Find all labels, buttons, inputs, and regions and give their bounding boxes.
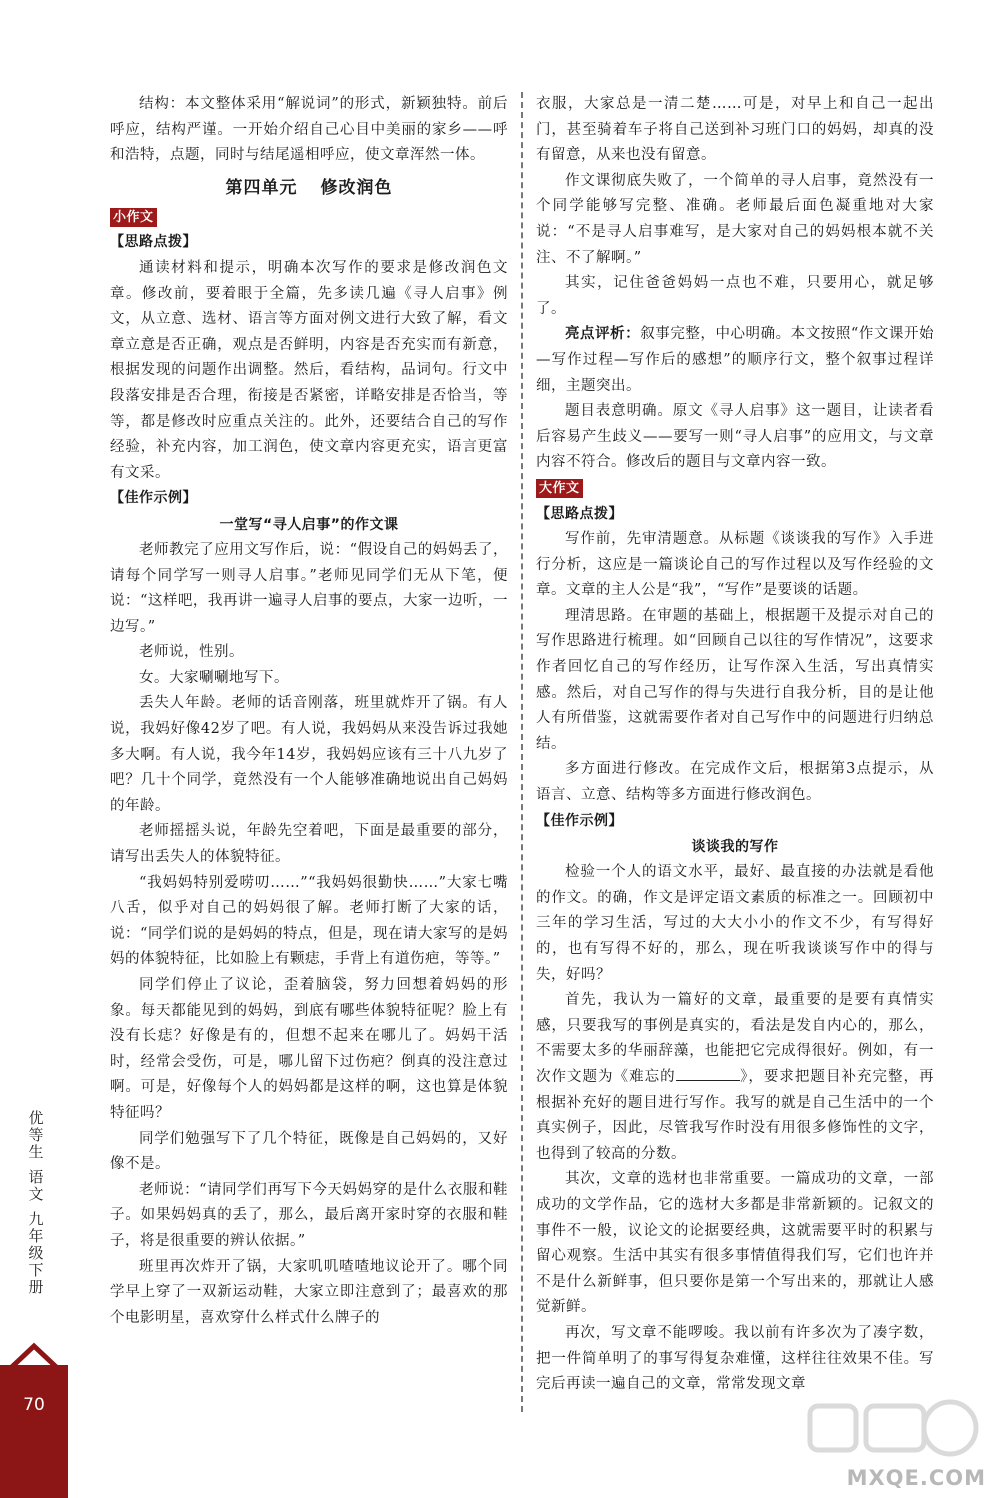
article-title: 谈谈我的写作	[691, 839, 779, 856]
paragraph: 老师说，性别。	[139, 644, 244, 661]
highlight-label: 亮点评析：	[565, 326, 641, 343]
paragraph: 同学们勉强写下了几个特征，既像是自己妈妈的，又好像不是。	[110, 1130, 508, 1173]
right-column	[536, 92, 934, 1398]
paragraph-text: 首先，我认为一篇好的文章，最重要的是要有真情实感，只要我写的事例是真实的，看法是发自内心的，那么，不需要太多的华丽辞藻，也能把它完成得很好。例如，有一次作文题为《难忘的	[536, 992, 934, 1085]
paragraph-text: 叙事完整，中心明确。本文按照“作文课开始—写作过程—写作后的感想”的顺序行文，整个叙事过程详细，主题突出。	[536, 326, 934, 394]
unit-title	[110, 171, 508, 205]
paragraph: 理清思路。在审题的基础上，根据题干及提示对自己的写作思路进行梳理。如“回顾自己以往的写作情况”，这要求作者回忆自己的写作经历，让写作深入生活，写出真情实感。然后，对自己写作的得与失进行自我分析，目的是让他人有所借鉴，这就需要作者对自己写作中的问题进行归纳总结。	[536, 607, 934, 752]
left-column	[110, 92, 508, 1331]
unit-title-number: 第四单元	[225, 177, 298, 198]
section-tag-small: 小作文	[110, 208, 157, 227]
page-sidebar	[0, 0, 68, 1498]
paragraph: 其实，记住爸爸妈妈一点也不难，只要用心，就足够了。	[536, 275, 934, 317]
unit-title-topic: 修改润色	[320, 177, 393, 198]
paragraph: 女。大家唰唰地写下。	[139, 669, 289, 686]
paragraph-text: 》，要求把题目补充完整，再根据补充好的题目进行写作。我写的就是自己生活中的一个真实例子，因此，尽管我写作时没有用很多修饰性的文字，也得到了较高的分数。	[536, 1068, 935, 1162]
paragraph: 结构：本文整体采用“解说词”的形式，新颖独特。前后呼应，结构严谨。一开始介绍自己心目中美丽的家乡——呼和浩特，点题，同时与结尾遥相呼应，使文章浑然一体。	[110, 96, 508, 164]
paragraph: 老师说：“请同学们再写下今天妈妈穿的是什么衣服和鞋子。如果妈妈真的丢了，那么，最后离开家时穿的衣服和鞋子，将是很重要的辨认依据。”	[110, 1181, 508, 1249]
article-title: 一堂写“寻人启事”的作文课	[219, 516, 399, 533]
section-heading: 【佳作示例】	[536, 812, 623, 829]
page-number-block	[0, 1365, 68, 1498]
paragraph: 写作前，先审清题意。从标题《谈谈我的写作》入手进行分析，这应是一篇谈论自己的写作过程以及写作经验的文章。文章的主人公是“我”，“写作”是要谈的话题。	[536, 531, 934, 599]
paragraph: 通读材料和提示，明确本次写作的要求是修改润色文章。修改前，要着眼于全篇，先多读几遍《寻人启事》例文，从立意、选材、语言等方面对例文进行大致了解，看文章立意是否正确，观点是否鲜明，内容是否充实而有新意，根据发现的问题作出调整。然后，看结构，品词句。行文中段落安排是否合理，衔接是否紧密，详略安排是否恰当，等等，都是修改时应重点关注的。此外，还要结合自己的写作经验，补充内容，加工润色，使文章内容更充实，语言更富有文采。	[110, 259, 508, 481]
paragraph: 其次，文章的选材也非常重要。一篇成功的文章，一部成功的文学作品，它的选材大多都是非常新颖的。记叙文的事件不一般，议论文的论据要经典，这就需要平时的积累与留心观察。生活中其实有很多事情值得我们写，它们也许并不是什么新鲜事，但只要你是第一个写出来的，那就让人感觉新鲜。	[536, 1171, 934, 1316]
paragraph: 衣服，大家总是一清二楚……可是，对早上和自己一起出门，甚至骑着车子将自己送到补习班门口的妈妈，却真的没有留意，从来也没有留意。	[536, 96, 934, 164]
paragraph: 老师摇摇头说，年龄先空着吧，下面是最重要的部分，请写出丢失人的体貌特征。	[110, 823, 508, 866]
paragraph: 老师教完了应用文写作后，说：“假设自己的妈妈丢了，请每个同学写一则寻人启事。”老师见同学们无从下笔，便说：“这样吧，我再讲一遍寻人启事的要点，大家一边听，一边写。”	[110, 541, 508, 635]
book-label-line: 语文	[28, 1168, 44, 1203]
paragraph: 作文课彻底失败了，一个简单的寻人启事，竟然没有一个同学能够写完整、准确。老师最后面色凝重地对大家说：“不是寻人启事难写，是大家对自己的妈妈根本就不关注、不了解啊。”	[536, 172, 934, 266]
fill-blank	[676, 1066, 740, 1081]
section-heading: 【佳作示例】	[110, 490, 197, 507]
section-tag-big: 大作文	[536, 479, 583, 498]
paragraph: 题目表意明确。原文《寻人启事》这一题目，让读者看后容易产生歧义——要写一则“寻人启事”的应用文，与文章内容不符合。修改后的题目与文章内容一致。	[536, 403, 934, 471]
book-label-line: 优等生	[28, 1109, 44, 1161]
book-label	[22, 1110, 50, 1304]
paragraph: 同学们停止了议论，歪着脑袋，努力回想着妈妈的形象。每天都能见到的妈妈，到底有哪些体貌特征呢？脸上有没有长痣？好像是有的，但想不起来在哪儿了。妈妈干活时，经常会受伤，可是，哪儿留下过伤疤？倒真的没注意过啊。可是，好像每个人的妈妈都是这样的啊，这也算是体貌特征吗？	[110, 977, 508, 1121]
section-heading: 【思路点拨】	[110, 234, 197, 251]
paragraph: 再次，写文章不能啰唆。我以前有许多次为了凑字数，把一件简单明了的事写得复杂难懂，这样往往效果不佳。写完后再读一遍自己的文章，常常发现文章	[536, 1324, 934, 1393]
paragraph	[536, 322, 934, 399]
paragraph	[536, 988, 934, 1167]
column-divider	[521, 92, 523, 1412]
page-number: 70	[23, 1395, 45, 1415]
book-label-line: 九年级下册	[28, 1210, 44, 1296]
paragraph: 班里再次炸开了锅，大家叽叽喳喳地议论开了。哪个同学早上穿了一双新运动鞋，大家立即注意到了；最喜欢的那个电影明星，喜欢穿什么样式什么牌子的	[110, 1258, 508, 1326]
watermark-text: MXQE.COM	[846, 1466, 986, 1490]
paragraph: 检验一个人的语文水平，最好、最直接的办法就是看他的作文。的确，作文是评定语文素质的标准之一。回顾初中三年的学习生活，写过的大大小小的作文不少，有写得好的，也有写得不好的，那么，现在听我谈谈写作中的得与失，好吗？	[536, 864, 934, 983]
paragraph: 多方面进行修改。在完成作文后，根据第3点提示，从语言、立意、结构等多方面进行修改润色。	[536, 761, 934, 804]
paragraph: “我妈妈特别爱唠叨……”“我妈妈很勤快……”大家七嘴八舌，似乎对自己的妈妈很了解。老师打断了大家的话，说：“同学们说的是妈妈的特点，但是，现在请大家写的是妈妈的体貌特征，比如脸上有颗痣，手背上有道伤疤，等等。”	[110, 874, 508, 968]
section-heading: 【思路点拨】	[536, 505, 623, 522]
paragraph: 丢失人年龄。老师的话音刚落，班里就炸开了锅。有人说，我妈好像42岁了吧。有人说，我妈妈从来没告诉过我她多大啊。有人说，我今年14岁，我妈妈应该有三十八九岁了吧？几十个同学，竟然没有一个人能够准确地说出自己妈妈的年龄。	[110, 695, 508, 814]
